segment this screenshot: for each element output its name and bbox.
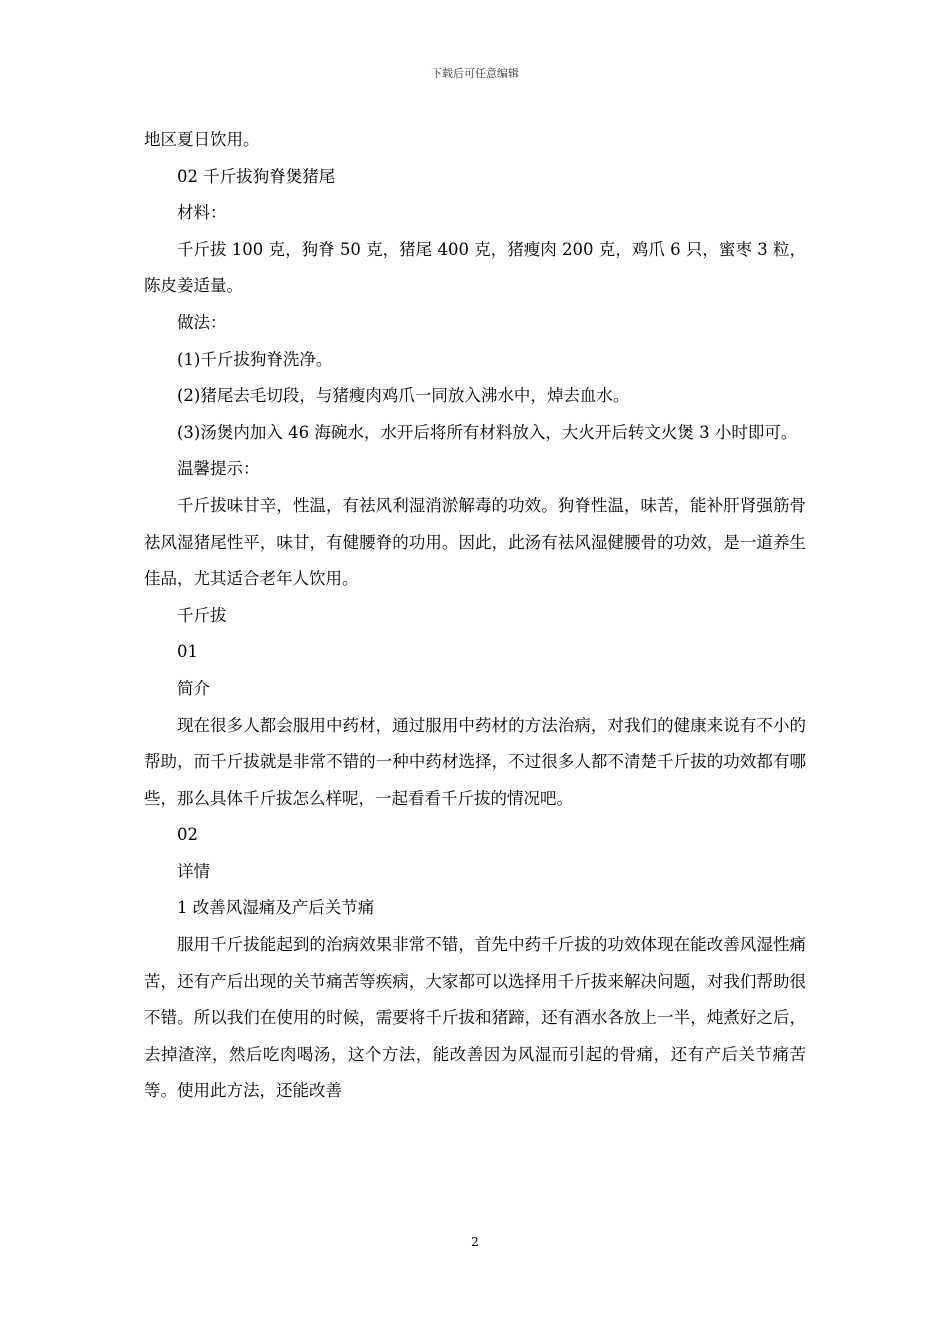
paragraph: 1 改善风湿痛及产后关节痛: [177, 898, 375, 918]
page-number: 2: [471, 1235, 479, 1249]
paragraph: 02 千斤拔狗脊煲猪尾: [177, 166, 336, 186]
paragraph: 千斤拔味甘辛，性温，有祛风利湿消淤解毒的功效。狗脊性温，味苦，能补肝肾强筋骨祛风湿猪尾性平，味甘，有健腰脊的功用。因此，此汤有祛风湿健腰骨的功效，是一道养生佳品，尤其适合老年人饮用。: [144, 495, 806, 589]
paragraph: 服用千斤拔能起到的治病效果非常不错，首先中药千斤拔的功效体现在能改善风湿性痛苦，还有产后出现的关节痛苦等疾病，大家都可以选择用千斤拔来解决问题，对我们帮助很不错。所以我们在使用的时候，需要将千斤拔和猪蹄，还有酒水各放上一半，炖煮好之后，去掉渣滓，然后吃肉喝汤，这个方法，能改善因为风湿而引起的骨痛，还有产后关节痛苦等。使用此方法，还能改善: [144, 935, 806, 1101]
paragraph: 01: [177, 642, 198, 662]
page-header: 下载后可任意编辑: [431, 67, 519, 80]
paragraph: 千斤拔 100 克，狗脊 50 克，猪尾 400 克，猪瘦肉 200 克，鸡爪 6 只，蜜枣 3 粒，陈皮姜适量。: [144, 239, 806, 296]
paragraph: (1)千斤拔狗脊洗净。: [177, 349, 333, 369]
paragraph: 现在很多人都会服用中药材，通过服用中药材的方法治病，对我们的健康来说有不小的帮助，而千斤拔就是非常不错的一种中药材选择，不过很多人都不清楚千斤拔的功效都有哪些，那么具体千斤拔怎么样呢，一起看看千斤拔的情况吧。: [144, 715, 806, 808]
paragraph: 02: [177, 825, 198, 845]
paragraph: 温馨提示：: [177, 459, 260, 479]
paragraph: 地区夏日饮用。: [144, 130, 260, 149]
paragraph: (3)汤煲内加入 46 海碗水，水开后将所有材料放入，大火开后转文火煲 3 小时即可。: [177, 422, 798, 442]
paragraph: 材料：: [177, 203, 227, 223]
paragraph: 千斤拔: [177, 605, 227, 625]
paragraph: 详情: [177, 861, 210, 881]
paragraph: 简介: [177, 678, 210, 698]
document-body: [144, 122, 806, 1110]
paragraph: (2)猪尾去毛切段，与猪瘦肉鸡爪一同放入沸水中，焯去血水。: [177, 386, 630, 406]
paragraph: 做法：: [177, 312, 227, 332]
